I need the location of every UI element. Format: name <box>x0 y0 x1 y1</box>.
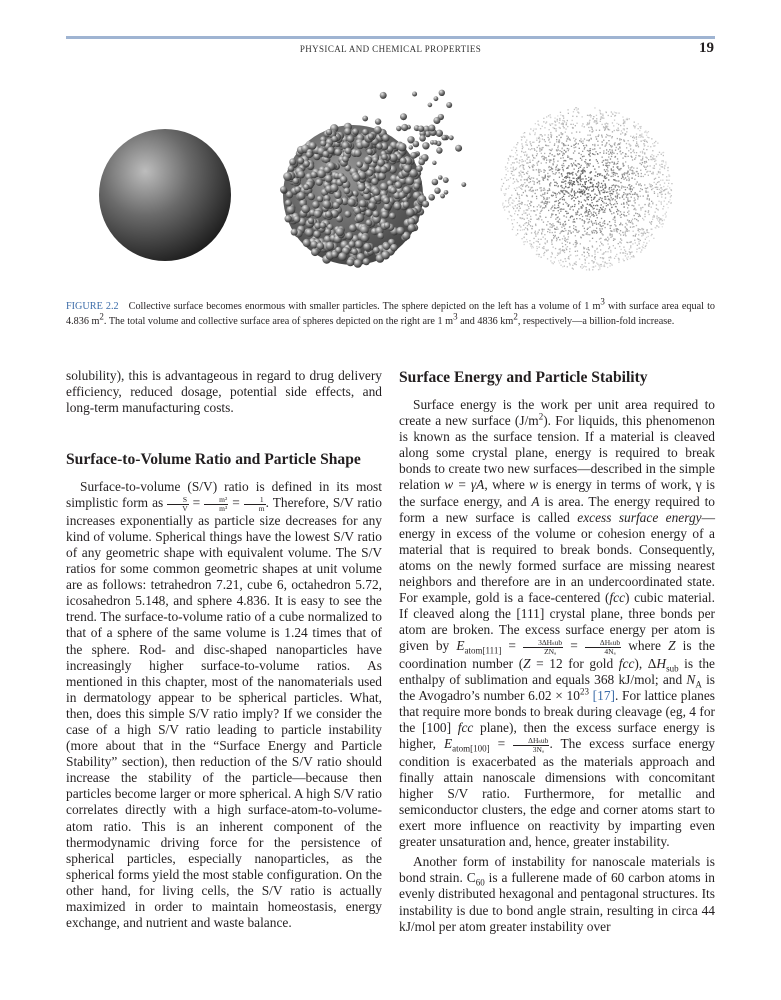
var: E <box>443 736 453 752</box>
text: is the coordination number ( <box>399 638 715 671</box>
emphasis: excess surface energy <box>577 509 702 525</box>
page-number: 19 <box>699 40 714 56</box>
figure-label: FIGURE 2.2 <box>66 301 119 312</box>
var: fcc <box>618 655 635 671</box>
equals: = <box>192 495 201 511</box>
text: Surface energy is the work per unit area required to create a new surface (J/m <box>399 397 715 429</box>
text: where <box>621 638 669 654</box>
fraction-den: 4Nₐ <box>604 646 616 656</box>
sup: 23 <box>579 686 589 697</box>
solid-sphere <box>99 129 231 261</box>
text: , where <box>484 477 530 493</box>
caption-text: . The total volume and collective surface area of spheres depicted on the right are 1 m <box>103 315 454 327</box>
caption-sup: 2 <box>99 311 104 322</box>
section-heading: Surface-to-Volume Ratio and Particle Shape <box>66 451 361 469</box>
caption-text: with surface area equal to 4.836 m <box>66 301 715 327</box>
var: fcc <box>609 590 626 606</box>
var: H <box>656 655 667 671</box>
fraction-num: ΔHₛub <box>585 639 621 648</box>
var: Z <box>523 655 531 671</box>
fraction-den: ZNₐ <box>544 646 557 656</box>
sub: atom[100] <box>452 743 490 754</box>
fraction-num: ΔHₛub <box>513 737 549 746</box>
text: plane), then the excess surface energy is higher, <box>399 720 715 752</box>
sub: atom[111] <box>464 646 502 657</box>
var: A <box>531 493 540 509</box>
sub: sub <box>666 663 679 674</box>
fraction-num: 3ΔHₛub <box>523 639 563 648</box>
text: Surface-to-volume (S/V) ratio is defined in its most simplistic form as <box>66 479 382 511</box>
fraction-den: m <box>258 503 265 513</box>
fraction <box>244 496 266 513</box>
text: . Therefore, S/V ratio increases exponentially as particle size decreases for any kind of volume. Spherical things have the lowest S/V ratio of any geometric shape with equivalent volume. The S/V ratios for some common geometric shapes at unit volume are as follows: tetrahedron 7.21, cube 6, octahedron 5.72, icosahedron 5.148, and sphere 4.836. It is easy to see the trend. The surface-to-volume ratio of a cube normalized to that of a sphere of the same volume is 1.24 times that of the sphere. Rod- and disc-shaped nanoparticles have increasingly higher surface-to-volume ratios. As mentioned in this chapter, most of the nanomaterials used in dermatology appear to be spherical particles. What, then, does this simple S/V ratio imply? If we consider the case of a high S/V ratio leading to particle instability (more about that in the “Surface Energy and Particle Stability” section), then reduction of the S/V ratio should increase the stability of the particle—because then particles become larger or more spherical. A high S/V ratio correlates directly with a high surface-atom-to-volume-atom ratio. This is an inherent component of the thermodynamic driving force for the persistence of spherical particles, especially nanoparticles, as the spherical forms yield the most stable configuration. On the other hand, for living cells, the S/V ratio is actually maximized in order to maintain homeostasis, energy exchange, and nutrient and waste balance. <box>66 495 382 931</box>
text: . For lattice planes that require more bonds to break during cleavage (eg, 4 for the [100] <box>399 688 715 736</box>
caption-sup: 2 <box>513 311 518 322</box>
sup: 2 <box>538 411 544 422</box>
paragraph <box>399 854 715 934</box>
text: is the enthalpy of sublimation and equals 368 kJ/mol; and <box>399 655 715 687</box>
var: Z <box>668 638 676 654</box>
equation: w = γA <box>444 477 485 493</box>
running-head: PHYSICAL AND CHEMICAL PROPERTIES <box>299 44 482 54</box>
dust-cloud <box>501 107 673 271</box>
sub: 60 <box>475 878 485 889</box>
paragraph <box>66 479 382 931</box>
fraction <box>523 639 563 656</box>
var: fcc <box>457 720 474 736</box>
caption-sup: 3 <box>600 296 605 307</box>
fraction <box>204 496 228 513</box>
right-column <box>399 368 715 935</box>
header-rule <box>66 36 715 39</box>
reference-link[interactable]: [17] <box>592 688 615 704</box>
caption-text: and 4836 km <box>457 315 514 327</box>
fraction-den: 3Nₐ <box>532 744 544 754</box>
text: is a fullerene made of 60 carbon atoms in evenly distributed hexagonal and pentagonal structures. Its instability is due to bond angle strain, resulting in circa 44 kJ/mol per atom greater instability over <box>399 870 715 934</box>
sub: A <box>695 679 702 690</box>
fraction <box>585 639 621 656</box>
fraction-num: m² <box>204 496 228 505</box>
figure-spheres <box>66 78 715 298</box>
left-column <box>66 368 382 931</box>
text: Another form of instability for nanoscale materials is bond strain. C <box>399 854 715 886</box>
var: E <box>456 638 465 654</box>
caption-sup: 3 <box>453 311 458 322</box>
text: is energy in terms of work, γ is the surface energy, and <box>399 477 715 509</box>
fraction <box>513 737 549 754</box>
fraction-den: V <box>182 503 188 513</box>
text: ) cubic material. If cleaved along the [111] crystal plane, three bonds per atom are broken. The excess surface energy per atom is given by <box>399 590 715 654</box>
paragraph: Surface energy is the work per unit area required to create a new surface $(J/m^2)$. For liquids, this phenomenon is known as the surface tension. If a material is cleaved along some crystal plane, energy is required to break bonds to create two new surfaces—described in the simple relation w = γA, where w is energy in terms of work, γ is the surface energy, and A is area. The energy required to form a new surface is called excess surface energy—energy in excess of the volume or cohesion energy of a material that is required to break bonds. Consequently, atoms on the newly formed surface are missing nearest neighbors and therefore are in an undercoordinated state. For example, gold is a face-centered (fcc) cubic material. If cleaved along the [111] crystal plane, three bonds per atom are broken. The excess surface energy per atom is given by $E_{atom[111]}$ = $\frac{\text{3ΔHₛub}}{\text{ZNₐ}}$ = $\frac{\text{ΔHₛub}}{\text{4Nₐ}}$ where Z is the coordination number (Z = 12 for gold fcc), $\Delta H_{sub}$ is the enthalpy of sublimation and equals 368 kJ/mol; and $N_A$ is the Avogadro’s number $6.02 \times 10^{23}$ [17]. For lattice planes that require more bonds to break during cleavage (eg, 4 for the [100] fcc plane), then the excess surface energy is higher, $E_{atom[100]}$ = $\frac{\text{ΔHₛub}}{\text{3Nₐ}}$ . The excess surface energy condition is exacerbated as the materials approach and finally attain nanoscale dimensions with concomitant higher S/V ratio. Furthermore, for metallic and semiconductor clusters, the edge and corner atoms start to exert more influence on reactivity by imparting even greater unsaturation and, hence, greater instability. <box>399 397 715 850</box>
fraction-den: m³ <box>219 503 228 513</box>
text: is area. The energy required to form a new surface is called <box>399 493 715 525</box>
section-heading: Surface Energy and Particle Stability <box>399 369 648 386</box>
var: w <box>529 477 539 493</box>
text: ). For liquids, this phenomenon is known as the surface tension. If a material is cleaved along some crystal plane, energy is required to break bonds to create two new surfaces—described in the simple relation <box>399 413 715 493</box>
paragraph: solubility), this is advantageous in regard to drug delivery efficiency, reduced dosage, potential side effects, and long-term manufacturing costs. <box>66 368 382 416</box>
fraction-num: S <box>167 496 188 505</box>
text: ), Δ <box>634 655 657 671</box>
equals: = <box>232 495 240 511</box>
text: = 12 for gold <box>530 655 619 671</box>
caption-text: Collective surface becomes enormous with smaller particles. The sphere depicted on the left has a volume of 1 m <box>128 301 601 312</box>
sphere-illustration <box>66 78 715 298</box>
text: —energy in excess of the volume or cohesion energy of a material that is required to break bonds. Consequently, atoms on the newly formed surface are missing nearest neighbors and therefore are in an undercoordinated state. For example, gold is a face-centered ( <box>399 509 715 606</box>
caption-text: , respectively—a billion-fold increase. <box>517 315 675 327</box>
text: . The excess surface energy condition is exacerbated as the materials approach and finally attain nanoscale dimensions with concomitant higher S/V ratio. Furthermore, for metallic and semiconductor clusters, the edge and corner atoms start to exert more influence on reactivity by imparting even greater unsaturation and, hence, greater instability. <box>399 736 715 850</box>
fraction-num: 1 <box>244 496 266 505</box>
fraction <box>167 496 188 513</box>
var: N <box>686 671 696 687</box>
text: is the Avogadro’s number 6.02 × 10 <box>399 671 715 704</box>
figure-caption <box>66 296 715 329</box>
